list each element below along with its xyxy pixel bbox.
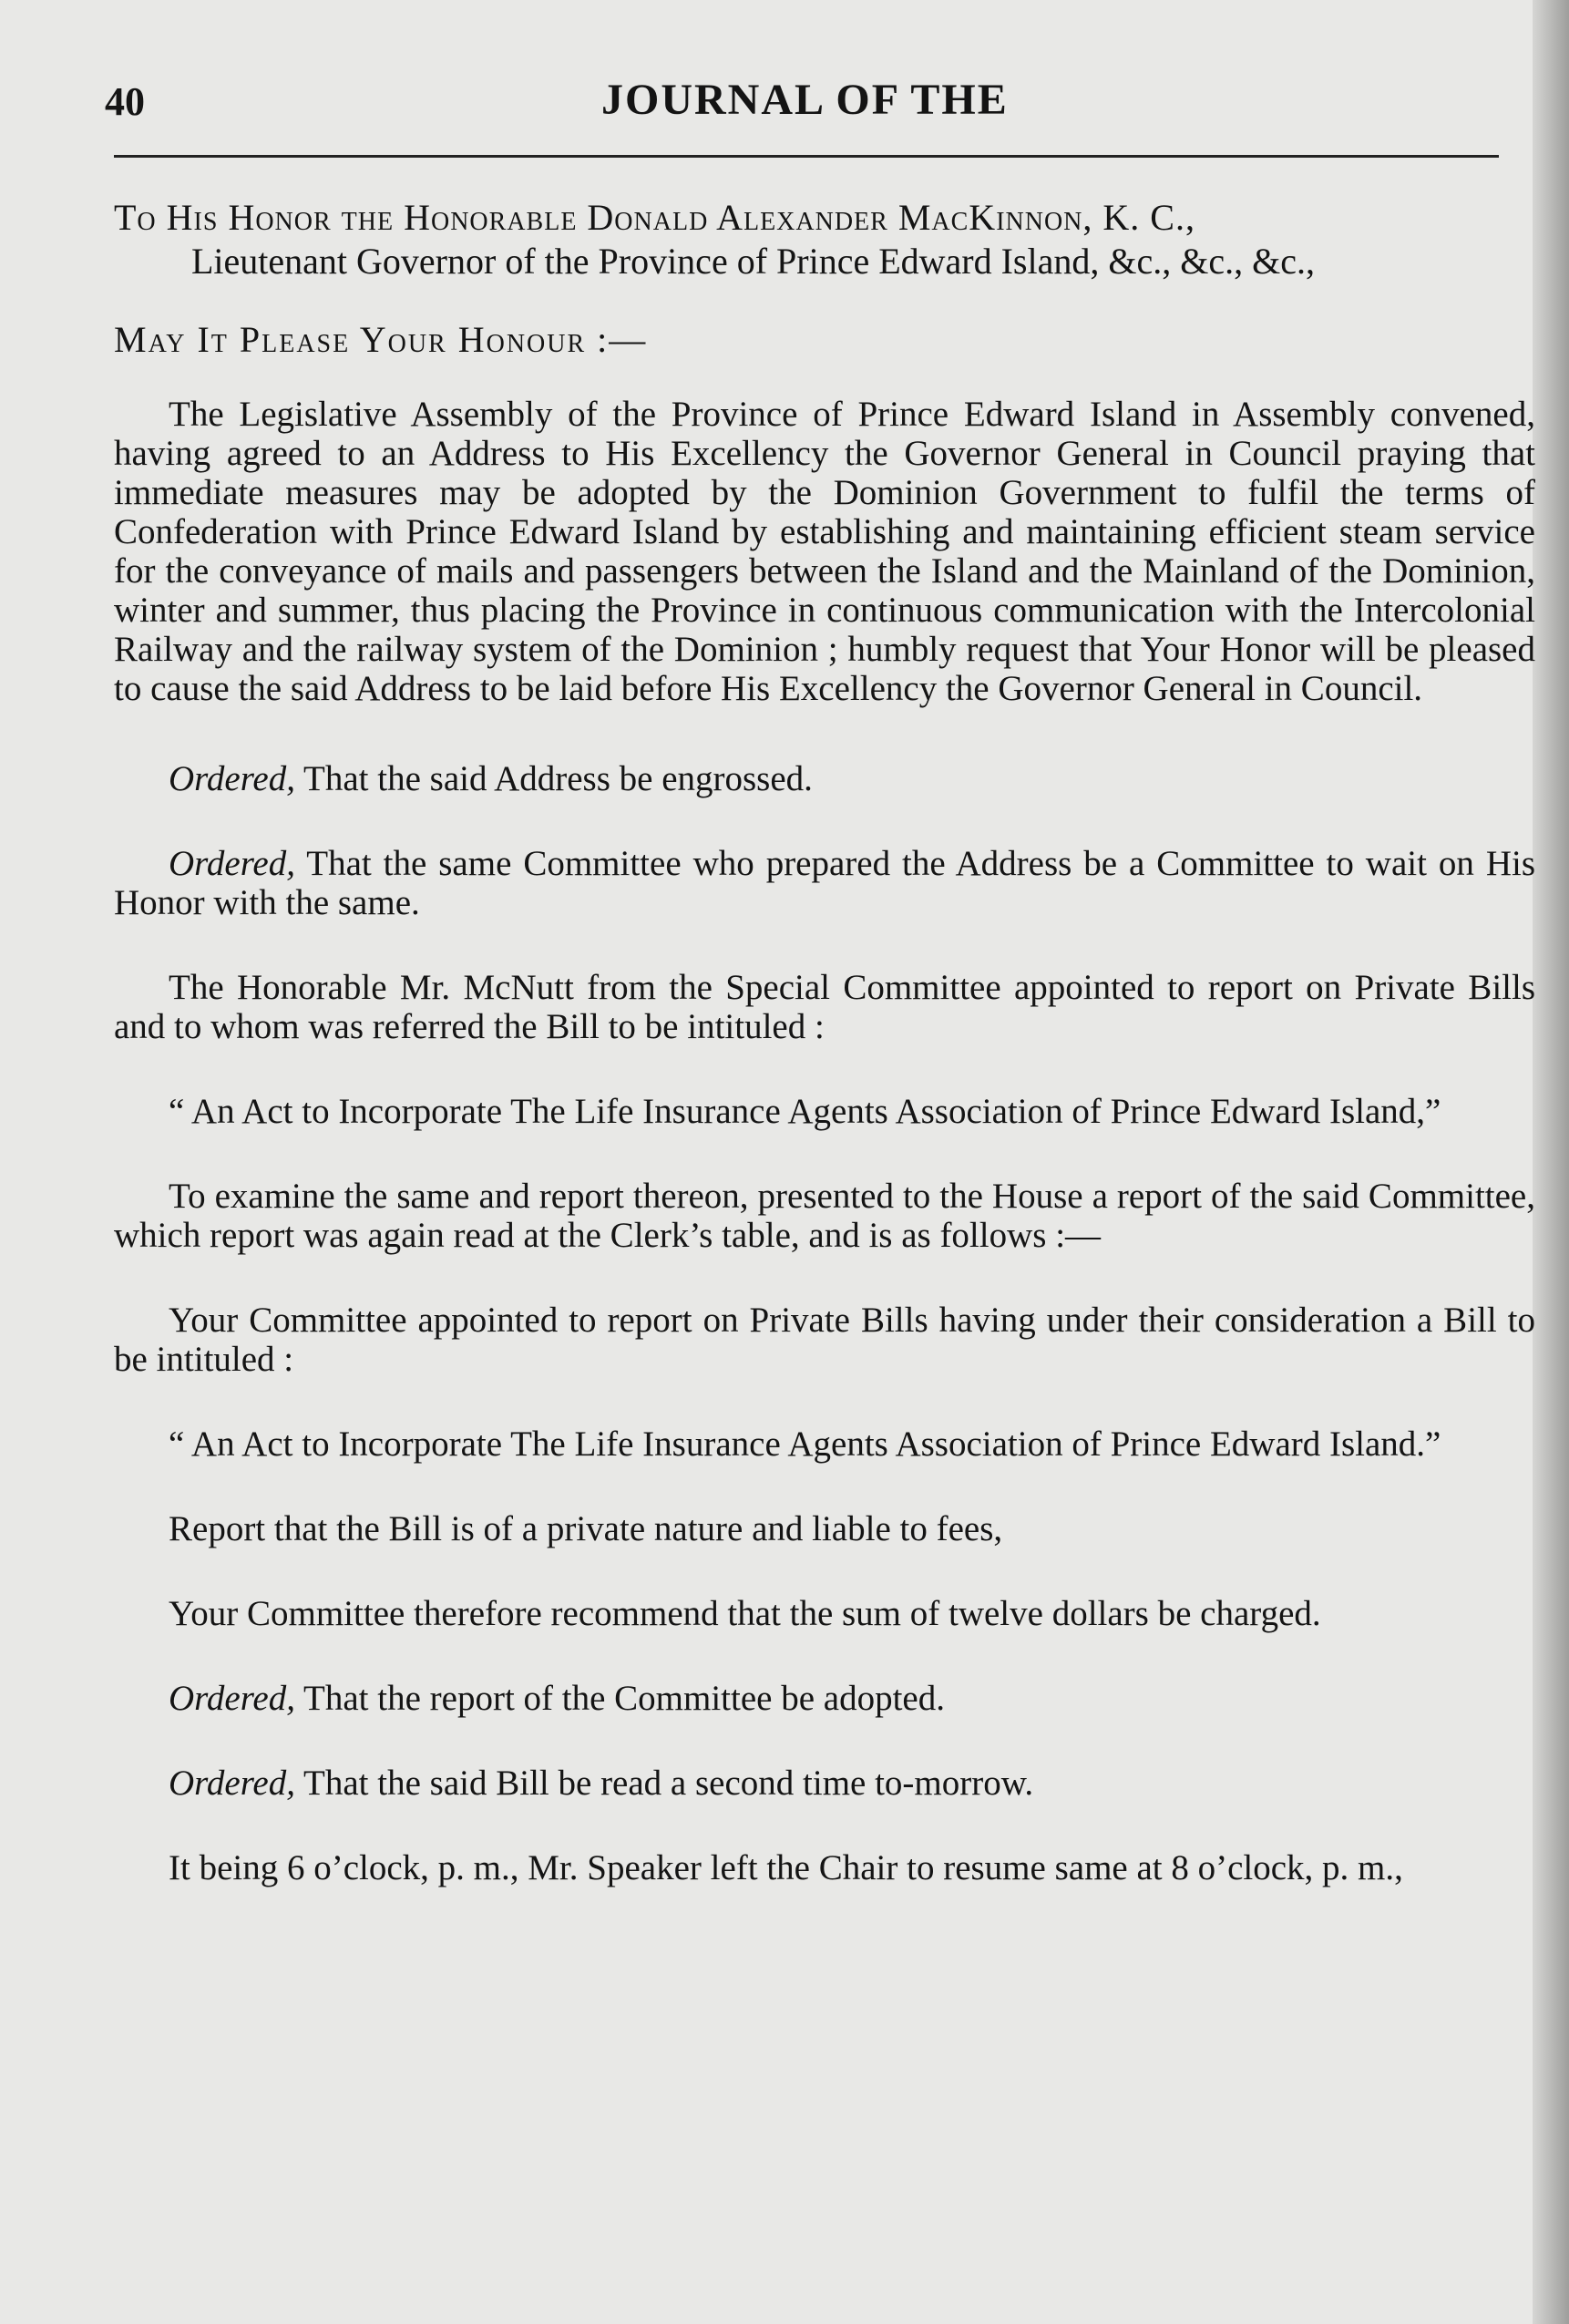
address-paragraph: The Legislative Assembly of the Province of Prince Edward Island in Assembly convened, having agreed to an Address to His Excellency the Governor General in Council praying that immediate measures may be adopted by the Dominion Government to fulfil the terms of Confederation with Prince Edward Island by establishing and maintaining efficient steam service for the conveyance of mails and passengers between the Island and the Mainland of the Dominion, winter and summer, thus placing the Province in continuous communication with the Intercolonial Railway and the railway system of the Dominion ; humbly request that Your Honor will be pleased to cause the said Address to be laid before His Excellency the Governor General in Council.: [114, 395, 1535, 708]
header-rule: [114, 155, 1499, 158]
bill-title-quote: “ An Act to Incorporate The Life Insurance Agents Association of Prince Edward Island.”: [169, 1424, 1441, 1464]
report-fees-paragraph: Report that the Bill is of a private nature and liable to fees,: [169, 1509, 1003, 1548]
ordered-text: That the same Committee who prepared the Address be a Committee to wait on His Honor with the same.: [114, 844, 1536, 922]
addressee-line: To His Honor the Honorable Donald Alexander MacKinnon, K. C.,: [114, 197, 1195, 238]
page-edge-shadow: [1533, 0, 1569, 2324]
ordered-label: Ordered,: [169, 1679, 295, 1718]
ordered-engrossed: [114, 759, 1535, 798]
salutation: May It Please Your Honour :—: [114, 319, 648, 360]
ordered-text: That the said Bill be read a second time to-morrow.: [303, 1764, 1034, 1803]
bill-title-quote: “ An Act to Incorporate The Life Insurance Agents Association of Prince Edward Island,”: [169, 1092, 1441, 1131]
page-body: [114, 196, 1535, 1887]
ordered-label: Ordered,: [169, 759, 295, 798]
ordered-text: That the report of the Committee be adopted.: [303, 1679, 945, 1718]
page-header: [105, 71, 1499, 144]
running-title: JOURNAL OF THE: [601, 76, 1009, 124]
committee-consideration-paragraph: Your Committee appointed to report on Private Bills having under their consideration a Bill to be intituled :: [114, 1301, 1535, 1379]
page-number: 40: [105, 79, 145, 124]
examine-paragraph: To examine the same and report thereon, presented to the House a report of the said Committee, which report was again read at the Clerk’s table, and is as follows :—: [114, 1177, 1535, 1255]
ordered-committee-wait: [114, 844, 1535, 922]
mcnutt-report-paragraph: The Honorable Mr. McNutt from the Special Committee appointed to report on Private Bills and to whom was referred the Bill to be intituled :: [114, 968, 1535, 1046]
ordered-label: Ordered,: [169, 844, 295, 883]
ordered-label: Ordered,: [169, 1764, 295, 1803]
addressee-title-line: Lieutenant Governor of the Province of Prince Edward Island, &c., &c., &c.,: [191, 241, 1315, 282]
ordered-report-adopted: [114, 1679, 1535, 1718]
ordered-second-reading: [114, 1764, 1535, 1803]
adjournment-paragraph: It being 6 o’clock, p. m., Mr. Speaker left the Chair to resume same at 8 o’clock, p. m.,: [169, 1848, 1403, 1887]
ordered-text: That the said Address be engrossed.: [303, 759, 813, 798]
recommend-fees-paragraph: Your Committee therefore recommend that the sum of twelve dollars be charged.: [169, 1594, 1321, 1633]
